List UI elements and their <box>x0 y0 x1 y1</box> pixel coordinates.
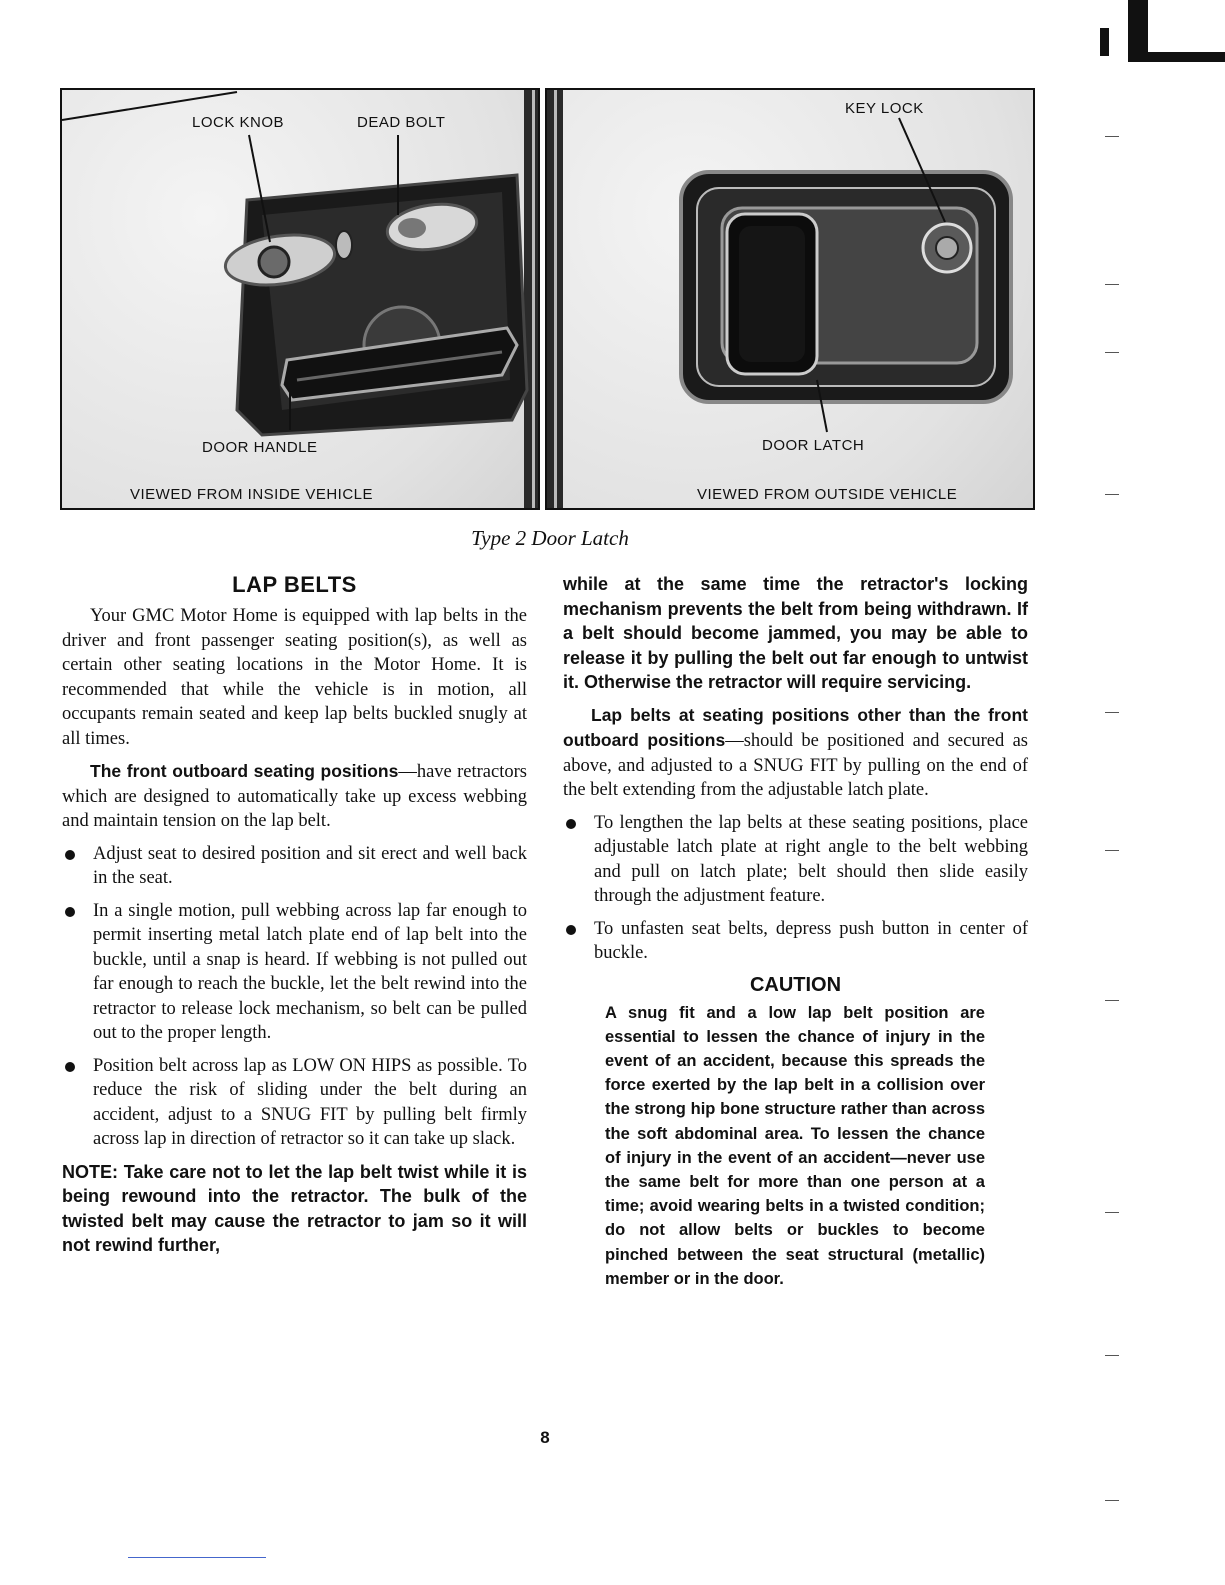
label-door-handle: DOOR HANDLE <box>202 439 318 456</box>
label-door-latch: DOOR LATCH <box>762 437 865 454</box>
label-dead-bolt: DEAD BOLT <box>357 114 446 131</box>
figure-caption: Type 2 Door Latch <box>471 526 629 550</box>
front-outboard-lead: The front outboard seating positions <box>90 761 399 781</box>
other-positions-text: —should be positioned and secured as above, and adjusted to a SNUG FIT by pulling on the end of the belt extending from the adjustable latch plate. <box>563 731 1028 800</box>
list-item <box>62 899 527 1046</box>
bullet-icon <box>566 925 576 935</box>
note-paragraph: NOTE: Take care not to let the lap belt twist while it is being rewound into the retractor. The bulk of the twisted belt may cause the retractor to jam so it will not rewind further, <box>62 1161 527 1255</box>
figure-inside-view <box>60 88 540 510</box>
margin-tick <box>1105 1355 1119 1356</box>
bullet-text: Adjust seat to desired position and sit erect and well back in the seat. <box>93 843 527 888</box>
other-positions-paragraph <box>563 703 1028 803</box>
label-viewed-inside: VIEWED FROM INSIDE VEHICLE <box>130 486 374 503</box>
label-viewed-outside: VIEWED FROM OUTSIDE VEHICLE <box>697 486 958 503</box>
note-continued: while at the same time the retractor's locking mechanism prevents the belt from being withdrawn. If a belt should become jammed, you may be able to release it by pulling the belt out far enough to untwist it. Otherwise the retractor will require servicing. <box>563 574 1028 692</box>
bullet-text: To unfasten seat belts, depress push button in center of buckle. <box>594 918 1028 963</box>
margin-tick <box>1105 1000 1119 1001</box>
section-heading: LAP BELTS <box>232 572 357 597</box>
page-number: 8 <box>540 1428 550 1447</box>
bullet-icon <box>65 907 75 917</box>
margin-tick <box>1105 136 1119 137</box>
bullet-text: To lengthen the lap belts at these seating positions, place adjustable latch plate at right angle to the belt webbing and pull on latch plate; belt should then slide easily through the adjustment feature. <box>594 812 1028 906</box>
caution-title: CAUTION <box>749 973 842 996</box>
bullet-text: Position belt across lap as LOW ON HIPS as possible. To reduce the risk of sliding under the belt during an accident, adjust to a SNUG FIT by pulling belt firmly across lap in direction of retractor so it can take up slack. <box>93 1055 527 1149</box>
intro-paragraph: Your GMC Motor Home is equipped with lap belts in the driver and front passenger seating position(s), as well as certain other seating locations in the Motor Home. It is recommended that while the vehicle is in motion, all occupants remain seated and keep lap belts buckled snugly at all times. <box>62 606 527 749</box>
thumb-tab-corner-foot <box>1128 52 1225 62</box>
label-lock-knob: LOCK KNOB <box>192 114 285 131</box>
margin-tick <box>1105 494 1119 495</box>
other-positions-lead: Lap belts at seating positions other than the front outboard positions <box>563 704 1028 750</box>
margin-tick <box>1105 712 1119 713</box>
margin-tick <box>1105 850 1119 851</box>
left-column <box>62 572 527 1266</box>
figure-outside-view <box>545 88 1035 510</box>
bullet-icon <box>566 819 576 829</box>
list-item <box>62 1054 527 1152</box>
bullet-icon <box>65 850 75 860</box>
margin-tick <box>1105 1500 1119 1501</box>
margin-tick <box>1105 1212 1119 1213</box>
list-item <box>62 842 527 891</box>
front-outboard-paragraph <box>62 759 527 834</box>
margin-tick <box>1105 284 1119 285</box>
list-item <box>563 811 1028 909</box>
thumb-tab-bar <box>1100 28 1109 56</box>
lengthen-bullet-list <box>563 811 1028 966</box>
footer-rule <box>128 1557 266 1558</box>
list-item <box>563 917 1028 966</box>
caution-text: A snug fit and a low lap belt position are essential to lessen the chance of injury in the event of an accident, because this spreads the force exerted by the lap belt in a collision over the strong hip bone structure rather than across the soft abdominal area. To lessen the chance of injury in the event of an accident—never use the same belt for more than one person at a time; avoid wearing belts in a twisted condition; do not allow belts or buckles to become pinched between the seat structural (metallic) member or in the door. <box>605 1003 985 1288</box>
label-key-lock: KEY LOCK <box>845 100 924 117</box>
bullet-icon <box>65 1062 75 1072</box>
front-outboard-text: —have retractors which are designed to automatically take up excess webbing and maintain tension on the lap belt. <box>62 762 527 831</box>
margin-tick <box>1105 352 1119 353</box>
bullet-text: In a single motion, pull webbing across lap far enough to permit inserting metal latch plate end of lap belt into the buckle, until a snap is heard. If webbing is not pulled out far enough to reach the buckle, let the belt rewind into the retractor to release lock mechanism, so belt can be pulled out to the proper length. <box>93 900 527 1043</box>
adjust-bullet-list <box>62 842 527 1152</box>
right-column <box>563 572 1028 1291</box>
